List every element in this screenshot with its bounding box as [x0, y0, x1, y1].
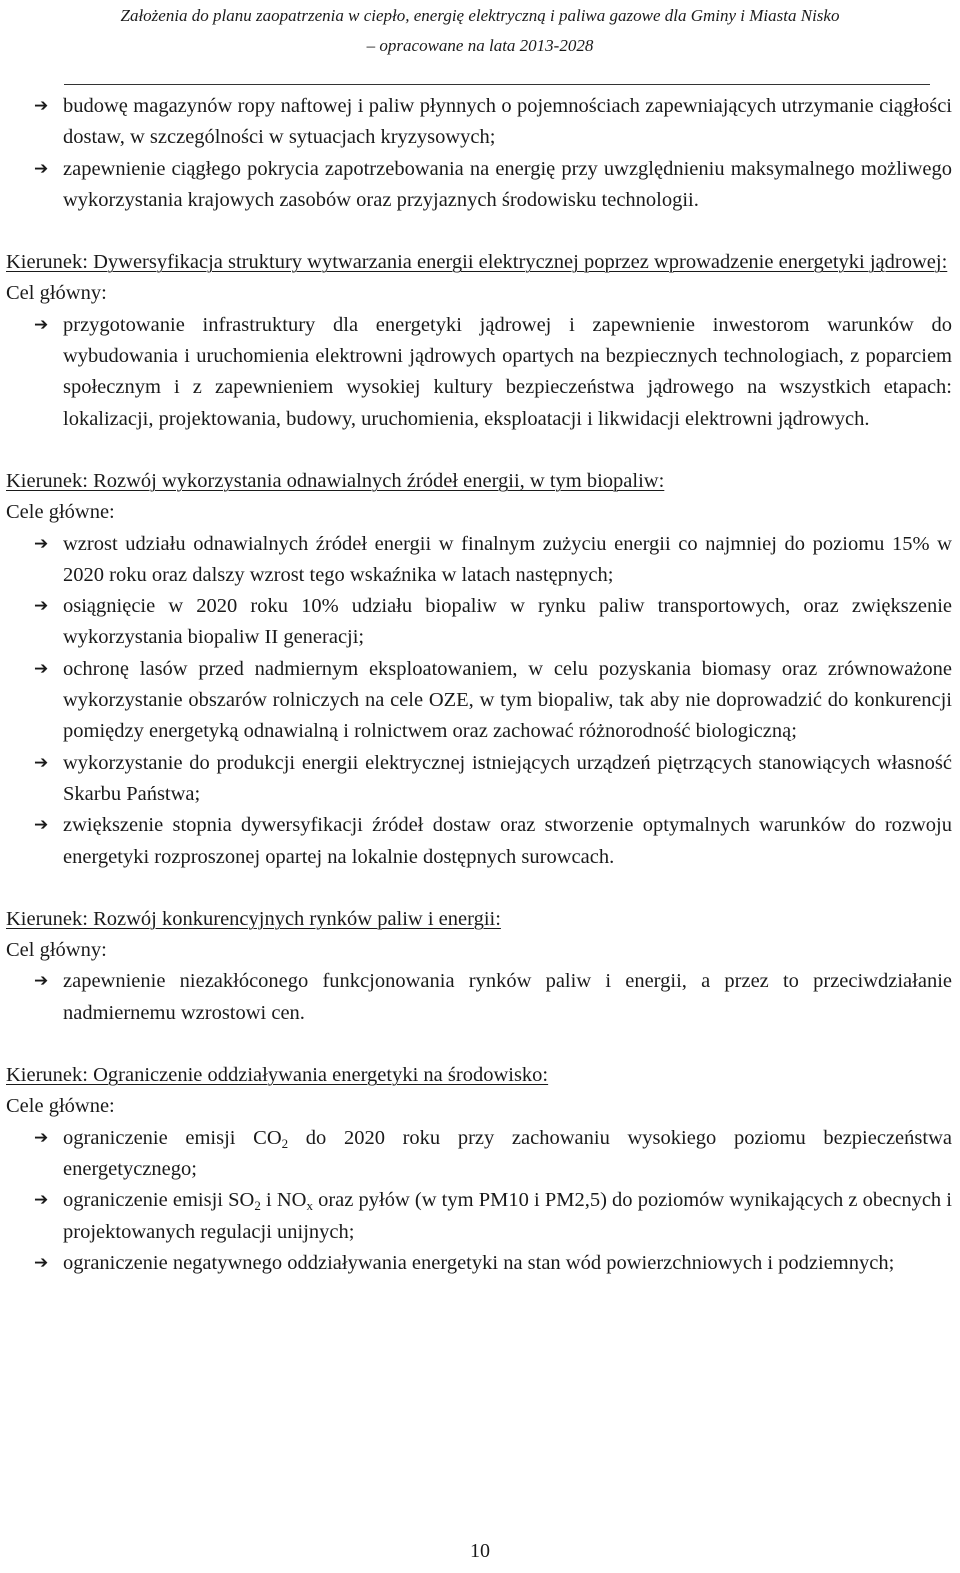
arrow-bullet-icon: ➔: [34, 752, 49, 773]
header-title: Założenia do planu zaopatrzenia w ciepło, energię elektryczną i paliwa gazowe dla Gminy i Miasta Nisko: [120, 6, 840, 25]
goal-label: Cele główne:: [6, 1095, 115, 1118]
goal-label: Cel główny:: [6, 939, 107, 962]
section-heading: Kierunek: Ograniczenie oddziaływania energetyki na środowisko:: [6, 1064, 549, 1087]
arrow-bullet-icon: ➔: [34, 158, 49, 179]
arrow-bullet-icon: ➔: [34, 1190, 49, 1211]
goal-list: [0, 529, 960, 873]
section-renewables: [0, 466, 960, 873]
list-item: ➔ budowę magazynów ropy naftowej i paliw płynnych o pojemnościach zapewniających utrzymanie ciągłości dostaw, w szczególności w sytuacjach kryzysowych;: [0, 91, 960, 154]
list-item: ➔ przygotowanie infrastruktury dla energetyki jądrowej i zapewnienie inwestorom warunków do wybudowania i uruchomienia elektrowni jądrowych opartych na bezpiecznych technologiach, z poparciem społecznym i z zapewnieniem wysokiej kultury bezpieczeństwa jądrowego na wszystkich etapach: lokalizacji, projektowania, budowy, uruchomienia, eksploatacji i likwidacji elektrowni jądrowych.: [0, 310, 960, 435]
list-item: ➔ osiągnięcie w 2020 roku 10% udziału biopaliw w rynku paliw transportowych, oraz zwiększenie wykorzystania biopaliw II generacji;: [0, 591, 960, 654]
page-number: 10: [470, 1540, 490, 1562]
arrow-bullet-icon: ➔: [34, 658, 49, 679]
intro-bullet-list: [0, 91, 960, 216]
list-item: ➔ zwiększenie stopnia dywersyfikacji źródeł dostaw oraz stworzenie optymalnych warunków do rozwoju energetyki rozproszonej opartej na lokalnie dostępnych surowcach.: [0, 810, 960, 873]
section-heading: Kierunek: Rozwój wykorzystania odnawialnych źródeł energii, w tym biopaliw:: [6, 469, 665, 492]
arrow-bullet-icon: ➔: [34, 971, 49, 992]
list-item: ➔ wzrost udziału odnawialnych źródeł energii w finalnym zużyciu energii co najmniej do poziomu 15% w 2020 roku oraz dalszy wzrost tego wskaźnika w latach następnych;: [0, 529, 960, 592]
list-item: ➔ ograniczenie negatywnego oddziaływania energetyki na stan wód powierzchniowych i podziemnych;: [0, 1248, 960, 1279]
goal-label: Cele główne:: [6, 501, 115, 524]
section-markets: [0, 904, 960, 1029]
goal-label: Cel główny:: [6, 282, 107, 305]
list-item: ➔ ograniczenie emisji $CO_2$ do 2020 roku przy zachowaniu wysokiego poziomu bezpieczeństwa energetycznego;: [0, 1123, 960, 1186]
goal-list: [0, 310, 960, 435]
section-heading: Kierunek: Rozwój konkurencyjnych rynków paliw i energii:: [6, 907, 501, 930]
arrow-bullet-icon: ➔: [34, 96, 49, 116]
arrow-bullet-icon: ➔: [34, 1127, 49, 1148]
document-body: [0, 91, 960, 1279]
arrow-bullet-icon: ➔: [34, 1252, 49, 1273]
list-item: ➔ ograniczenie emisji $SO_2$ i $NO_x$ oraz pyłów (w tym PM10 i PM2,5) do poziomów wynikających z obecnych i projektowanych regulacji unijnych;: [0, 1185, 960, 1248]
arrow-bullet-icon: ➔: [34, 533, 49, 554]
section-heading: Kierunek: Dywersyfikacja struktury wytwarzania energii elektrycznej poprzez wprowadzenie energetyki jądrowej:: [6, 251, 948, 274]
goal-list: [0, 966, 960, 1029]
header-subtitle: – opracowane na lata 2013-2028: [366, 36, 594, 55]
arrow-bullet-icon: ➔: [34, 314, 49, 335]
arrow-bullet-icon: ➔: [34, 596, 49, 617]
section-environment: [0, 1060, 960, 1279]
list-item: ➔ ochronę lasów przed nadmiernym eksploatowaniem, w celu pozyskania biomasy oraz zrównoważone wykorzystanie obszarów rolniczych na cele OZE, w tym biopaliw, tak aby nie doprowadzić do konkurencji pomiędzy energetyką odnawialną i rolnictwem oraz zachować różnorodność biologiczną;: [0, 654, 960, 748]
arrow-bullet-icon: ➔: [34, 815, 49, 836]
list-item: ➔ zapewnienie ciągłego pokrycia zapotrzebowania na energię przy uwzględnieniu maksymalnego możliwego wykorzystania krajowych zasobów oraz przyjaznych środowisku technologii.: [0, 154, 960, 217]
goal-list: [0, 1123, 960, 1279]
section-nuclear: [0, 247, 960, 435]
list-item: ➔ wykorzystanie do produkcji energii elektrycznej istniejących urządzeń piętrzących stanowiących własność Skarbu Państwa;: [0, 748, 960, 811]
list-item: ➔ zapewnienie niezakłóconego funkcjonowania rynków paliw i energii, a przez to przeciwdziałanie nadmiernemu wzrostowi cen.: [0, 966, 960, 1029]
header-rule: [64, 84, 930, 85]
